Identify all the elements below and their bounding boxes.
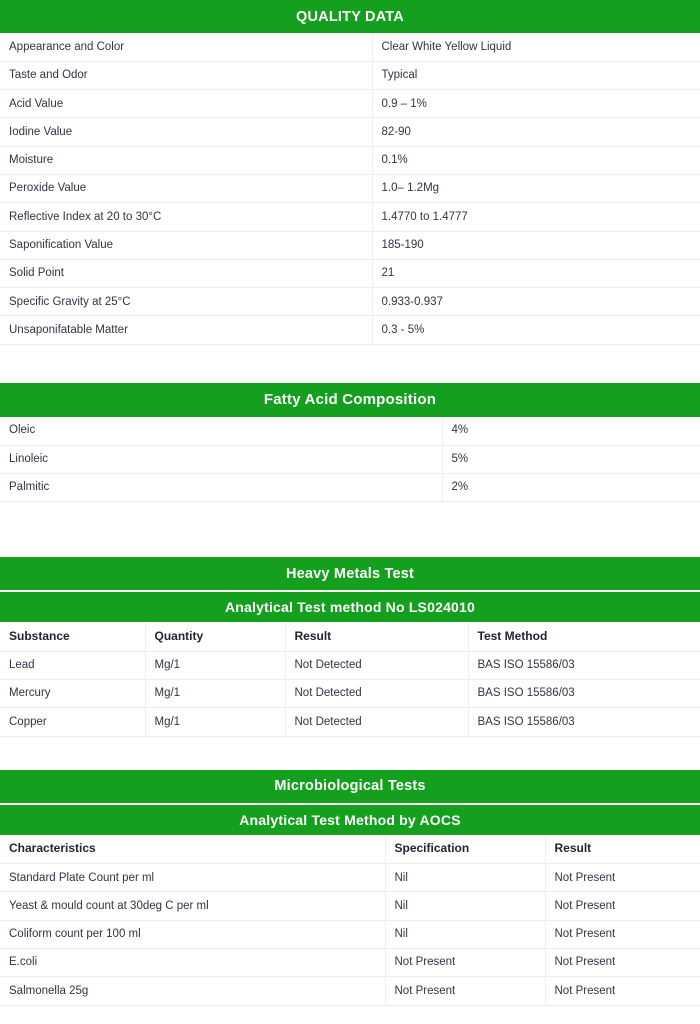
table-row	[0, 948, 700, 976]
quality-value: 82-90	[372, 118, 700, 146]
table-row	[0, 316, 700, 344]
microbiological-body	[0, 864, 700, 1005]
metal-result: Not Detected	[285, 679, 468, 707]
fatty-acid-name: Palmitic	[0, 473, 442, 501]
quality-property: Moisture	[0, 146, 372, 174]
quality-value: 1.0– 1.2Mg	[372, 174, 700, 202]
metal-test-method: BAS ISO 15586/03	[468, 708, 700, 736]
table-row	[0, 231, 700, 259]
micro-specification: Nil	[385, 864, 545, 892]
quality-property: Reflective Index at 20 to 30°C	[0, 203, 372, 231]
fatty-acid-body	[0, 417, 700, 502]
micro-specification: Not Present	[385, 977, 545, 1005]
table-row	[0, 288, 700, 316]
metal-quantity: Mg/1	[145, 679, 285, 707]
quality-property: Appearance and Color	[0, 33, 372, 61]
heavy-metals-head	[0, 622, 700, 651]
header-specification: Specification	[385, 835, 545, 864]
microbiological-method-banner	[0, 805, 700, 835]
micro-characteristic: E.coli	[0, 948, 385, 976]
micro-specification: Nil	[385, 892, 545, 920]
micro-specification: Not Present	[385, 948, 545, 976]
micro-result: Not Present	[545, 948, 700, 976]
table-row	[0, 90, 700, 118]
metal-substance: Mercury	[0, 679, 145, 707]
quality-property: Acid Value	[0, 90, 372, 118]
micro-characteristic: Standard Plate Count per ml	[0, 864, 385, 892]
micro-result: Not Present	[545, 892, 700, 920]
header-test-method: Test Method	[468, 622, 700, 651]
table-row	[0, 203, 700, 231]
fatty-acid-percent: 5%	[442, 445, 700, 473]
table-row	[0, 864, 700, 892]
quality-data-title: QUALITY DATA	[296, 8, 404, 25]
quality-value: 0.1%	[372, 146, 700, 174]
table-header-row	[0, 622, 700, 651]
quality-property: Saponification Value	[0, 231, 372, 259]
heavy-metals-body	[0, 651, 700, 736]
metal-substance: Copper	[0, 708, 145, 736]
table-row	[0, 651, 700, 679]
fatty-acid-percent: 2%	[442, 473, 700, 501]
quality-value: Clear White Yellow Liquid	[372, 33, 700, 61]
quality-data-table	[0, 33, 700, 345]
quality-value: 0.3 - 5%	[372, 316, 700, 344]
metal-test-method: BAS ISO 15586/03	[468, 679, 700, 707]
table-row	[0, 259, 700, 287]
quality-property: Taste and Odor	[0, 61, 372, 89]
fatty-acid-name: Oleic	[0, 417, 442, 445]
header-result: Result	[545, 835, 700, 864]
quality-data-banner	[0, 0, 700, 33]
table-row	[0, 920, 700, 948]
header-characteristics: Characteristics	[0, 835, 385, 864]
header-substance: Substance	[0, 622, 145, 651]
section-gap	[0, 345, 700, 383]
table-row	[0, 977, 700, 1005]
header-quantity: Quantity	[145, 622, 285, 651]
metal-quantity: Mg/1	[145, 708, 285, 736]
table-row	[0, 679, 700, 707]
quality-value: 0.933-0.937	[372, 288, 700, 316]
table-row	[0, 445, 700, 473]
fatty-acid-banner	[0, 383, 700, 417]
micro-result: Not Present	[545, 977, 700, 1005]
table-header-row	[0, 835, 700, 864]
microbiological-title: Microbiological Tests	[274, 778, 426, 795]
heavy-metals-banner	[0, 557, 700, 590]
fatty-acid-title: Fatty Acid Composition	[263, 391, 437, 409]
quality-property: Iodine Value	[0, 118, 372, 146]
section-gap	[0, 737, 700, 770]
fatty-acid-percent: 4%	[442, 417, 700, 445]
table-row	[0, 61, 700, 89]
table-row	[0, 118, 700, 146]
quality-property: Solid Point	[0, 259, 372, 287]
metal-result: Not Detected	[285, 651, 468, 679]
header-result: Result	[285, 622, 468, 651]
quality-value: Typical	[372, 61, 700, 89]
micro-specification: Nil	[385, 920, 545, 948]
quality-data-body	[0, 33, 700, 344]
metal-quantity: Mg/1	[145, 651, 285, 679]
metal-result: Not Detected	[285, 708, 468, 736]
quality-value: 21	[372, 259, 700, 287]
fatty-acid-name: Linoleic	[0, 445, 442, 473]
table-row	[0, 146, 700, 174]
table-row	[0, 473, 700, 501]
quality-property: Unsaponifatable Matter	[0, 316, 372, 344]
microbiological-table	[0, 835, 700, 1006]
quality-value: 185-190	[372, 231, 700, 259]
microbiological-head	[0, 835, 700, 864]
metal-substance: Lead	[0, 651, 145, 679]
heavy-metals-table	[0, 622, 700, 736]
microbiological-banner	[0, 770, 700, 803]
microbiological-subtitle: Analytical Test Method by AOCS	[239, 811, 461, 828]
table-row	[0, 33, 700, 61]
table-row	[0, 417, 700, 445]
quality-value: 0.9 – 1%	[372, 90, 700, 118]
micro-characteristic: Salmonella 25g	[0, 977, 385, 1005]
table-row	[0, 892, 700, 920]
metal-test-method: BAS ISO 15586/03	[468, 651, 700, 679]
heavy-metals-method-banner	[0, 592, 700, 622]
quality-property: Specific Gravity at 25°C	[0, 288, 372, 316]
section-gap	[0, 502, 700, 557]
micro-result: Not Present	[545, 920, 700, 948]
quality-value: 1.4770 to 1.4777	[372, 203, 700, 231]
heavy-metals-subtitle: Analytical Test method No LS024010	[224, 599, 476, 616]
micro-characteristic: Yeast & mould count at 30deg C per ml	[0, 892, 385, 920]
micro-result: Not Present	[545, 864, 700, 892]
fatty-acid-table	[0, 417, 700, 502]
table-row	[0, 708, 700, 736]
heavy-metals-title: Heavy Metals Test	[285, 565, 415, 582]
table-row	[0, 174, 700, 202]
micro-characteristic: Coliform count per 100 ml	[0, 920, 385, 948]
quality-property: Peroxide Value	[0, 174, 372, 202]
